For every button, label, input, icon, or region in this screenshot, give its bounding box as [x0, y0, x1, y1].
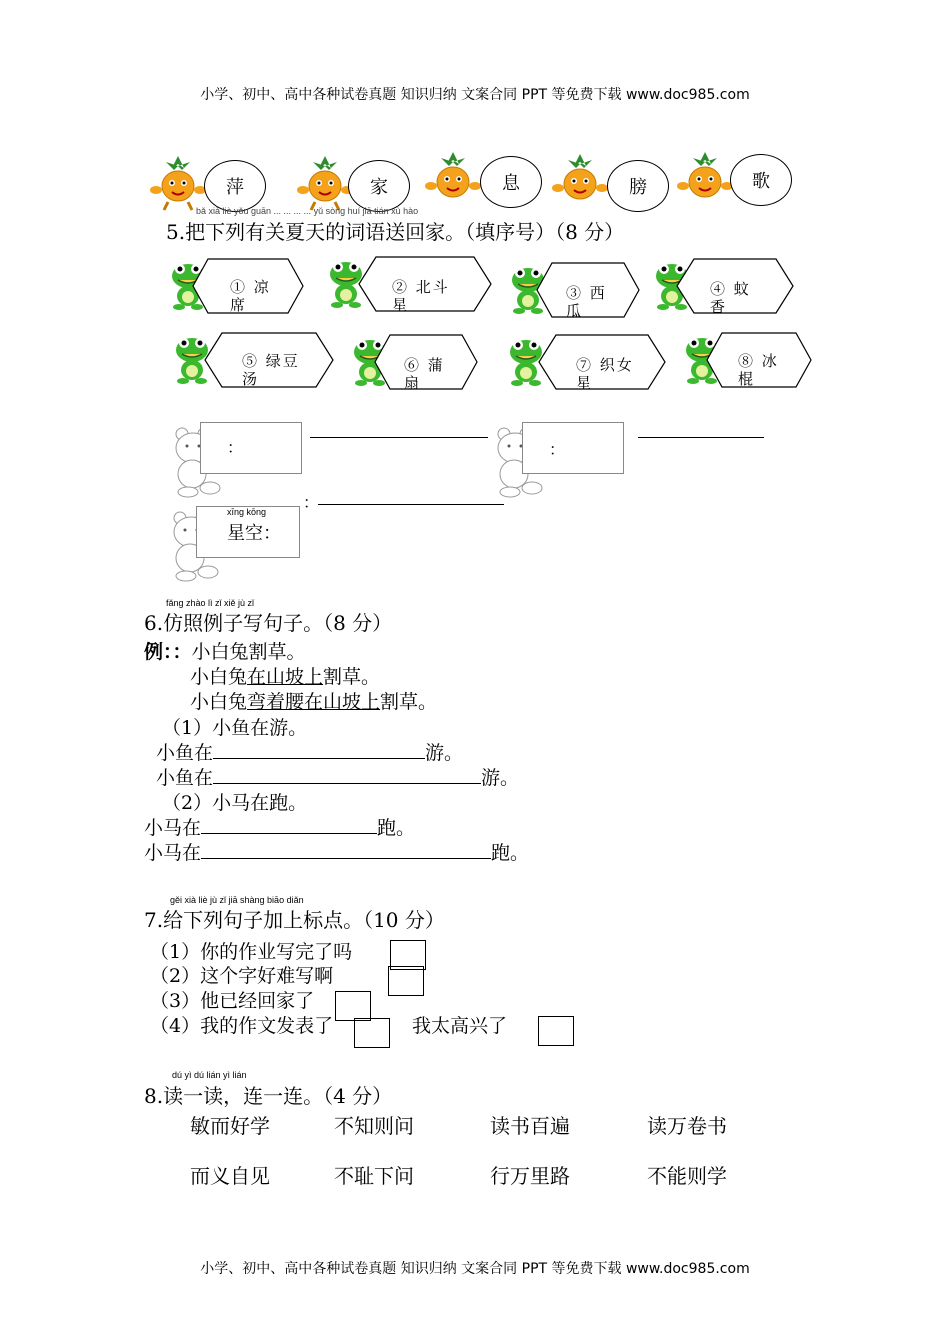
q5-heading: 5.把下列有关夏天的词语送回家。（填序号）（8 分）	[166, 220, 625, 244]
match-word[interactable]: 不耻下问	[334, 1164, 414, 1188]
example-text: 割草。	[380, 691, 438, 713]
pineapple-icon	[423, 148, 483, 208]
char-circle	[204, 160, 266, 212]
frog-item	[654, 258, 814, 318]
sign-colon: ：	[303, 493, 320, 512]
pineapple-icon	[295, 152, 355, 212]
pineapple-icon	[675, 148, 735, 208]
item-label: ⑦ 织女星	[576, 356, 634, 392]
example-line-1	[144, 637, 306, 664]
fill-prefix: 小鱼在	[156, 767, 214, 789]
answer-line[interactable]	[310, 437, 488, 438]
frog-item	[352, 334, 482, 394]
char-text: 家	[370, 177, 388, 198]
fill-line	[144, 838, 529, 865]
sentence-2: （2）这个字好难写啊	[150, 965, 334, 987]
fill-prefix: 小马在	[144, 817, 202, 839]
frog-item	[510, 262, 640, 322]
match-word[interactable]: 而义自见	[190, 1164, 270, 1188]
fill-blank[interactable]	[201, 815, 377, 834]
match-word[interactable]: 不能则学	[647, 1164, 727, 1188]
fill-blank[interactable]	[213, 765, 481, 784]
match-word[interactable]: 读书百遍	[490, 1114, 570, 1138]
sign-colon: ：	[227, 438, 244, 457]
sentence-1: （1）你的作业写完了吗	[150, 941, 353, 963]
q6-heading: 6.仿照例子写句子。（8 分）	[144, 611, 393, 635]
char-circle	[480, 156, 542, 208]
page-footer: 小学、初中、高中各种试卷真题 知识归纳 文案合同 PPT 等免费下载 www.doc985.com	[200, 1261, 750, 1277]
fill-line	[144, 813, 415, 840]
bear-sign-3	[166, 502, 306, 582]
sentence-3: （3）他已经回家了	[150, 990, 315, 1012]
char-text: 息	[502, 173, 520, 194]
fill-prefix: 小鱼在	[156, 742, 214, 764]
q8-pinyin: dú yì dú lián yì lián	[172, 1070, 247, 1080]
char-circle	[607, 160, 669, 212]
item-label: ⑧ 冰棍	[738, 352, 779, 388]
frog-item	[170, 258, 305, 318]
q5-items	[170, 252, 830, 392]
punct-box[interactable]	[538, 1016, 574, 1046]
fill-line	[156, 763, 519, 790]
sign-board	[196, 506, 300, 558]
q6-pinyin: fǎng zhào lì zǐ xiě jù zǐ	[166, 598, 255, 608]
item-label: ② 北斗星	[392, 278, 450, 314]
prompt-1: （1）小鱼在游。	[162, 717, 308, 739]
char-text: 膀	[629, 177, 647, 198]
punct-box[interactable]	[388, 966, 424, 996]
sign-colon: ：	[549, 440, 566, 459]
char-circle	[348, 160, 410, 212]
sign-pinyin: xīng kōng	[227, 507, 267, 517]
sign-label: 星空：	[227, 523, 281, 544]
sign-board	[522, 422, 624, 474]
item-label: ① 凉席	[230, 278, 271, 314]
q7-heading: 7.给下列句子加上标点。（10 分）	[144, 908, 445, 932]
item-label: ③ 西瓜	[566, 284, 607, 320]
fill-line	[156, 738, 463, 765]
example-underlined: 弯着腰在山坡上	[247, 691, 381, 713]
match-word[interactable]: 行万里路	[490, 1164, 570, 1188]
pineapple-icon	[148, 152, 208, 212]
fill-suffix: 游。	[425, 742, 464, 764]
sentence-4b: 我太高兴了	[412, 1015, 508, 1037]
q8-heading: 8.读一读，连一连。（4 分）	[144, 1084, 393, 1108]
sentence-4: （4）我的作文发表了	[150, 1015, 334, 1037]
example-label: 例：：	[144, 641, 192, 663]
answer-line[interactable]	[318, 504, 504, 505]
match-word[interactable]: 读万卷书	[647, 1114, 727, 1138]
match-word[interactable]: 敏而好学	[190, 1114, 270, 1138]
item-label: ⑥ 蒲扇	[404, 356, 445, 392]
page-header: 小学、初中、高中各种试卷真题 知识归纳 文案合同 PPT 等免费下载 www.doc985.com	[200, 87, 750, 103]
frog-item	[508, 334, 668, 394]
item-label: ④ 蚊香	[710, 280, 751, 316]
char-text: 歌	[752, 171, 770, 192]
fill-blank[interactable]	[213, 740, 425, 759]
q7-pinyin: gěi xià liè jù zǐ jiā shàng biāo diǎn	[170, 895, 304, 905]
q5-pinyin: bǎ xià liè yǒu guān ... ... ... ... yǔ sòng huí jiā tián xù hào	[196, 206, 419, 216]
bear-sign-2	[490, 418, 630, 498]
example-line-2	[190, 662, 380, 689]
answer-line[interactable]	[638, 437, 764, 438]
punct-box[interactable]	[335, 991, 371, 1021]
char-text: 萍	[226, 177, 244, 198]
frog-item	[174, 332, 339, 392]
prompt-2: （2）小马在跑。	[162, 792, 308, 814]
example-text: 小白兔	[190, 666, 248, 688]
match-word[interactable]: 不知则问	[334, 1114, 414, 1138]
example-text: 小白兔割草。	[191, 641, 306, 663]
example-text: 小白兔	[190, 691, 248, 713]
frog-item	[328, 256, 498, 316]
example-text: 割草。	[323, 666, 381, 688]
fill-suffix: 跑。	[377, 817, 416, 839]
char-circle	[730, 154, 792, 206]
fill-suffix: 游。	[481, 767, 520, 789]
bear-sign-1	[168, 418, 308, 498]
punct-box[interactable]	[354, 1018, 390, 1048]
frog-item	[684, 332, 814, 392]
example-line-3	[190, 687, 437, 714]
fill-suffix: 跑。	[491, 842, 530, 864]
fill-blank[interactable]	[201, 840, 491, 859]
fill-prefix: 小马在	[144, 842, 202, 864]
pineapple-icon	[550, 150, 610, 210]
sign-board	[200, 422, 302, 474]
example-underlined: 在山坡上	[247, 666, 324, 688]
item-label: ⑤ 绿豆汤	[242, 352, 300, 388]
